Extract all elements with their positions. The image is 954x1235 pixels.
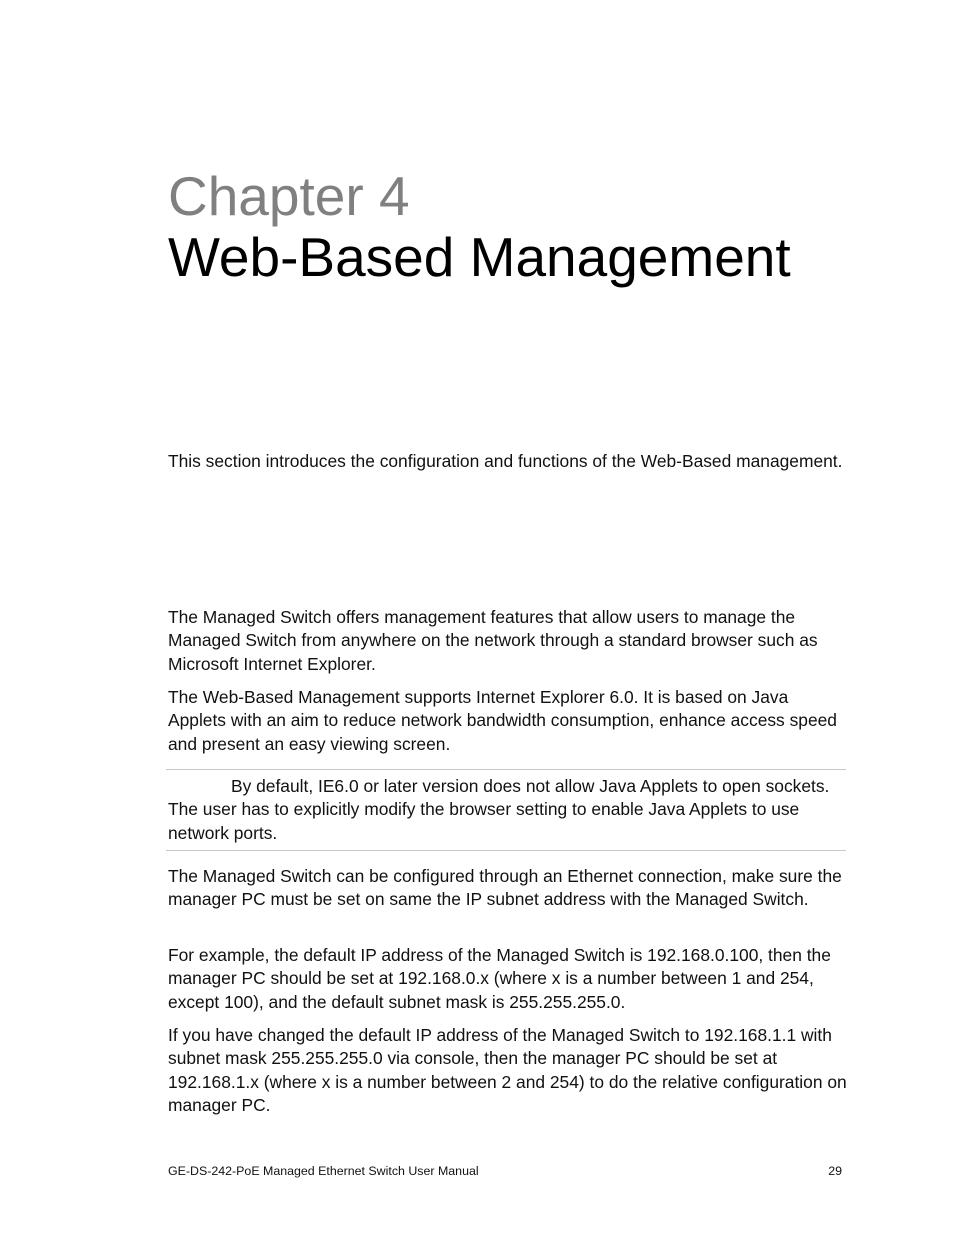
- body-paragraph: The Web-Based Management supports Internet Explorer 6.0. It is based on Java Applets with an aim to reduce network bandwidth consumption, enhance access speed and present an easy viewing screen.: [168, 687, 837, 754]
- note-box: [166, 769, 846, 851]
- body-paragraph: For example, the default IP address of the Managed Switch is 192.168.0.100, then the manager PC should be set at 192.168.0.x (where x is a number between 1 and 254, except 100), and the default subnet mask is 255.255.255.0.: [168, 945, 831, 1012]
- footer-page-number: 29: [828, 1164, 842, 1178]
- body-paragraph: If you have changed the default IP address of the Managed Switch to 192.168.1.1 with subnet mask 255.255.255.0 via console, then the manager PC should be set at 192.168.1.x (where x is a number between 2 and 254) to do the relative configuration on manager PC.: [168, 1025, 847, 1116]
- intro-paragraph: This section introduces the configuration and functions of the Web-Based management.: [168, 451, 843, 471]
- body-paragraph: The Managed Switch can be configured through an Ethernet connection, make sure the manager PC must be set on same the IP subnet address with the Managed Switch.: [168, 866, 842, 910]
- chapter-label: Chapter 4: [168, 165, 410, 227]
- chapter-title: Web-Based Management: [168, 226, 791, 288]
- body-paragraph: The Managed Switch offers management features that allow users to manage the Managed Switch from anywhere on the network through a standard browser such as Microsoft Internet Explorer.: [168, 607, 818, 674]
- footer-manual-title: GE-DS-242-PoE Managed Ethernet Switch User Manual: [168, 1164, 479, 1178]
- note-text: By default, IE6.0 or later version does not allow Java Applets to open sockets. The user has to explicitly modify the browser setting to enable Java Applets to use network ports.: [168, 776, 830, 843]
